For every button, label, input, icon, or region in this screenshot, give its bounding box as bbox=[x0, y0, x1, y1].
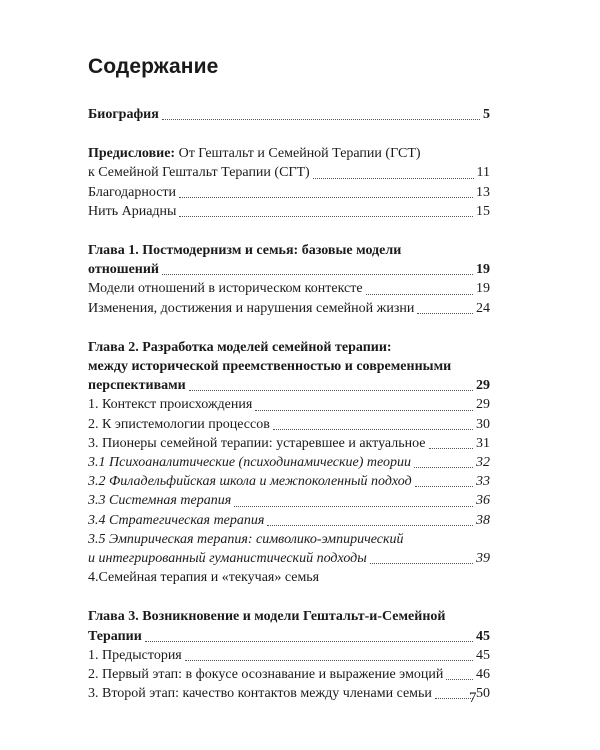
dot-leader bbox=[255, 410, 473, 411]
toc-entry[interactable] bbox=[88, 434, 490, 453]
toc-entry[interactable] bbox=[88, 684, 490, 703]
toc-entry-title: Изменения, достижения и нарушения семейной жизни bbox=[88, 300, 415, 316]
toc-entry-page: 15 bbox=[476, 203, 490, 219]
dot-leader bbox=[185, 660, 473, 661]
dot-leader bbox=[234, 506, 473, 507]
dot-leader bbox=[313, 178, 474, 179]
toc-entry-line bbox=[88, 144, 490, 163]
toc-entry-title: 2. К эпистемологии процессов bbox=[88, 416, 270, 432]
toc-entry[interactable] bbox=[88, 549, 490, 568]
toc-entry[interactable] bbox=[88, 202, 490, 221]
toc-entry-title: Нить Ариадны bbox=[88, 203, 177, 219]
toc-entry-prefix: Предисловие: bbox=[88, 146, 176, 162]
toc-entry-line: между исторической преемственностью и современными bbox=[88, 359, 452, 375]
toc-entry-line: Глава 1. Постмодернизм и семья: базовые модели bbox=[88, 243, 402, 259]
toc-entry-page: 11 bbox=[476, 165, 490, 181]
toc-section bbox=[88, 338, 490, 588]
toc-entry[interactable] bbox=[88, 491, 490, 510]
toc-entry-title: 1. Предыстория bbox=[88, 647, 182, 663]
dot-leader bbox=[273, 429, 473, 430]
dot-leader bbox=[414, 467, 473, 468]
toc-entry-page: 30 bbox=[476, 416, 490, 432]
dot-leader bbox=[435, 698, 473, 699]
toc-entry[interactable] bbox=[88, 260, 490, 279]
toc-entry[interactable] bbox=[88, 279, 490, 298]
toc-entry-title: 1. Контекст происхождения bbox=[88, 397, 253, 413]
toc-entry-page: 36 bbox=[476, 493, 490, 509]
toc-entry-title: отношений bbox=[88, 262, 159, 278]
dot-leader bbox=[415, 486, 473, 487]
toc-entry-page: 31 bbox=[476, 435, 490, 451]
dot-leader bbox=[417, 313, 473, 314]
toc-entry[interactable] bbox=[88, 395, 490, 414]
toc-entry[interactable] bbox=[88, 646, 490, 665]
toc-section bbox=[88, 105, 490, 124]
toc-entry-page: 19 bbox=[476, 281, 490, 297]
dot-leader bbox=[162, 274, 473, 275]
toc-entry-title: 3. Второй этап: качество контактов между членами семьи bbox=[88, 686, 432, 702]
toc-entry-page: 24 bbox=[476, 300, 490, 316]
toc-entry[interactable] bbox=[88, 163, 490, 182]
toc-entry[interactable] bbox=[88, 299, 490, 318]
toc-entry-page: 45 bbox=[476, 647, 490, 663]
toc-entry[interactable] bbox=[88, 568, 490, 587]
table-of-contents bbox=[88, 105, 490, 723]
toc-section bbox=[88, 144, 490, 221]
toc-section bbox=[88, 241, 490, 318]
toc-entry-page: 45 bbox=[476, 628, 490, 644]
toc-entry[interactable] bbox=[88, 472, 490, 491]
toc-entry-title: 3.4 Стратегическая терапия bbox=[88, 512, 265, 528]
toc-entry-page: 39 bbox=[476, 551, 490, 567]
toc-entry-title: 4.Семейная терапия и «текучая» семья bbox=[88, 570, 320, 586]
toc-entry-page: 50 bbox=[476, 686, 490, 702]
toc-entry-title: Биография bbox=[88, 107, 159, 122]
dot-leader bbox=[145, 641, 473, 642]
toc-entry[interactable] bbox=[88, 415, 490, 434]
dot-leader bbox=[179, 197, 473, 198]
toc-entry-page: 46 bbox=[476, 667, 490, 683]
toc-entry-line: 3.5 Эмпирическая терапия: символико-эмпирический bbox=[88, 531, 404, 547]
toc-entry-title: и интегрированный гуманистический подходы bbox=[88, 551, 367, 567]
toc-entry-title: 3.2 Филадельфийская школа и межпоколенный подход bbox=[88, 474, 412, 490]
toc-entry[interactable] bbox=[88, 665, 490, 684]
toc-entry-page: 13 bbox=[476, 184, 490, 200]
dot-leader bbox=[189, 390, 473, 391]
toc-entry-title: 2. Первый этап: в фокусе осознавание и выражение эмоций bbox=[88, 667, 444, 683]
toc-entry[interactable] bbox=[88, 105, 490, 124]
toc-entry-page: 19 bbox=[476, 262, 490, 278]
dot-leader bbox=[267, 525, 473, 526]
toc-entry-page: 29 bbox=[476, 397, 490, 413]
toc-entry-title: 3. Пионеры семейной терапии: устаревшее и актуальное bbox=[88, 435, 426, 451]
dot-leader bbox=[429, 448, 474, 449]
toc-entry-line: Глава 3. Возникновение и модели Гештальт-и-Семейной bbox=[88, 609, 446, 625]
toc-entry-page: 29 bbox=[476, 378, 490, 394]
toc-entry-line: Глава 2. Разработка моделей семейной терапии: bbox=[88, 339, 392, 355]
toc-entry-title: к Семейной Гештальт Терапии (СГТ) bbox=[88, 165, 310, 181]
dot-leader bbox=[370, 563, 473, 564]
toc-entry[interactable] bbox=[88, 627, 490, 646]
dot-leader bbox=[366, 294, 473, 295]
toc-entry-page: 33 bbox=[476, 474, 490, 490]
toc-entry-page: 38 bbox=[476, 512, 490, 528]
page-number: 7 bbox=[469, 690, 477, 706]
toc-entry-line-text: От Гештальт и Семейной Терапии (ГСТ) bbox=[175, 146, 421, 162]
page-title: Содержание bbox=[88, 55, 219, 78]
toc-entry[interactable] bbox=[88, 183, 490, 202]
toc-section bbox=[88, 607, 490, 703]
dot-leader bbox=[179, 216, 473, 217]
dot-leader bbox=[162, 119, 480, 120]
toc-entry-page: 32 bbox=[476, 455, 490, 471]
toc-entry[interactable] bbox=[88, 376, 490, 395]
toc-entry-title: Терапии bbox=[88, 628, 142, 644]
toc-entry[interactable] bbox=[88, 511, 490, 530]
toc-entry[interactable] bbox=[88, 453, 490, 472]
toc-entry-title: перспективами bbox=[88, 378, 186, 394]
toc-entry-page: 5 bbox=[483, 107, 490, 122]
dot-leader bbox=[446, 679, 473, 680]
toc-entry-title: 3.1 Психоаналитические (психодинамические) теории bbox=[88, 455, 412, 471]
toc-entry-title: 3.3 Системная терапия bbox=[88, 493, 232, 509]
toc-entry-title: Модели отношений в историческом контексте bbox=[88, 281, 363, 297]
toc-entry-title: Благодарности bbox=[88, 184, 177, 200]
